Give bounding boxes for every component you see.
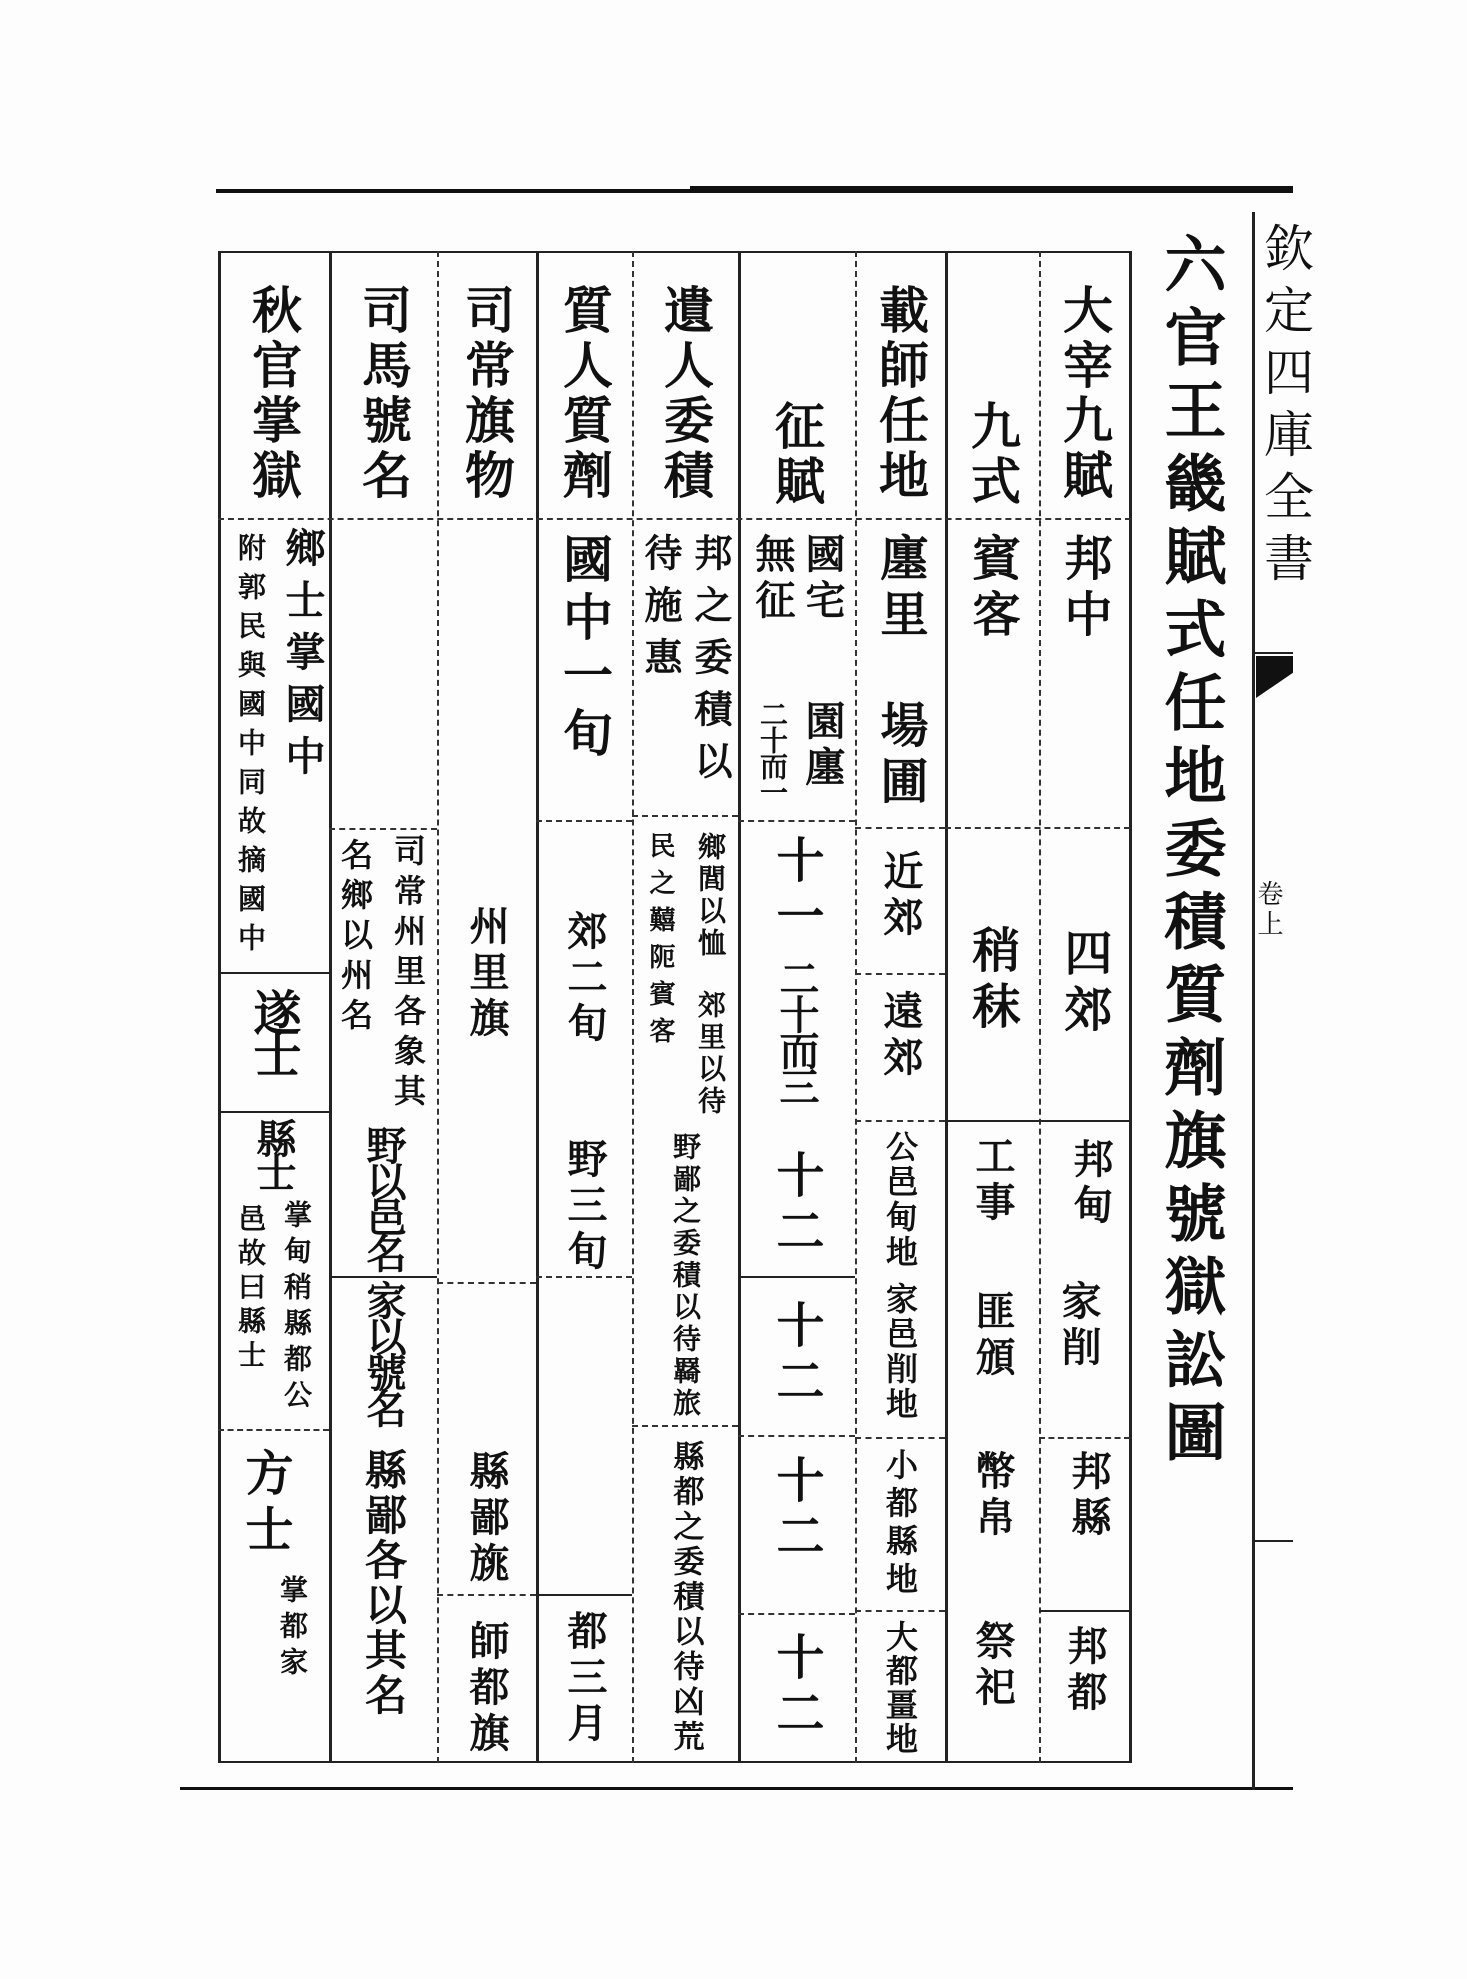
- cell-zhouli-qi: 州里旗: [463, 905, 510, 1043]
- cell-jia-yihao: 家以號名: [360, 1280, 407, 1424]
- cell-xianbi-zhao: 縣鄙旐: [463, 1450, 510, 1588]
- bottom-rule: [180, 1787, 1293, 1790]
- row-divider: [855, 1610, 945, 1612]
- cell-gongshi: 工事: [969, 1135, 1016, 1227]
- header-sima: 司馬號名: [354, 284, 413, 504]
- cell-dadu-jiangdi: 大都畺地: [881, 1620, 919, 1756]
- cell-xiaodu-xiandi: 小都縣地: [881, 1448, 919, 1600]
- cell-xianshi-note-2: 邑故曰縣士: [234, 1204, 267, 1374]
- row-divider: [945, 1120, 1130, 1122]
- volume-label: 卷上: [1253, 880, 1283, 940]
- cell-jiayi-xuedi: 家邑削地: [881, 1282, 919, 1422]
- cell-xianshi-note-1: 掌甸稍縣都公: [280, 1200, 313, 1416]
- cell-bang-weiji: 邦之委積以: [688, 533, 733, 793]
- header-divider: [218, 518, 1131, 520]
- cell-shier-3: 十二: [768, 1455, 824, 1567]
- cell-wuzheng: 無征: [749, 533, 796, 625]
- header-taizai: 大宰九賦: [1055, 284, 1114, 504]
- header-zaishi: 載師任地: [871, 284, 930, 504]
- cell-shidu-qi: 師都旗: [463, 1620, 510, 1758]
- row-divider: [329, 828, 437, 830]
- top-rule-thick: [690, 186, 1293, 192]
- cell-ye-sanxun: 野三旬: [561, 1138, 608, 1276]
- row-divider: [536, 1276, 632, 1278]
- header-jiushi: 九式: [963, 400, 1022, 510]
- cell-guozhai: 國宅: [799, 533, 846, 625]
- cell-xianbi-geyiqi: 縣鄙各以其名: [359, 1448, 408, 1718]
- cell-feiban: 匪頒: [969, 1290, 1016, 1382]
- cell-shier-4: 十二: [768, 1632, 824, 1744]
- cell-guozhong-yixun: 國中一旬: [555, 533, 614, 765]
- table-bottom: [218, 1761, 1131, 1763]
- row-divider: [738, 1276, 855, 1278]
- row-divider: [945, 827, 1130, 829]
- margin-line: [1252, 212, 1255, 1790]
- cell-dai-shihui: 待施惠: [638, 533, 683, 689]
- cell-bangdian: 邦甸: [1067, 1138, 1114, 1230]
- page-title: 六官王畿賦式任地委積質劑旗號獄訟圖: [1154, 232, 1227, 1473]
- header-zhengfu: 征賦: [767, 400, 826, 510]
- cell-min-jiane-binke: 民之囏阨賓客: [645, 832, 675, 1054]
- cell-suishi: 遂士: [245, 988, 301, 1072]
- header-sichang: 司常旗物: [457, 284, 516, 504]
- col-divider: [1039, 251, 1041, 1763]
- cell-du-sanyue: 都三月: [561, 1610, 608, 1748]
- cell-ershi-ersan: 二十而三: [773, 958, 820, 1102]
- cell-jisi: 祭祀: [969, 1620, 1016, 1712]
- cell-binke: 賓客: [964, 533, 1020, 645]
- row-divider: [738, 1435, 855, 1437]
- cell-fuguo-note: 附郭民與國中同故摘國中: [234, 533, 267, 962]
- row-divider: [536, 820, 632, 822]
- row-divider: [632, 815, 738, 817]
- cell-jiao-erxun: 郊二旬: [561, 910, 608, 1048]
- cell-fangshi: 方士: [237, 1448, 293, 1560]
- cell-bangdu: 邦都: [1061, 1625, 1108, 1717]
- cell-gongyi-diandi: 公邑甸地: [881, 1130, 919, 1270]
- row-divider: [329, 1276, 437, 1278]
- header-qiuguan: 秋官掌獄: [244, 284, 303, 504]
- col-divider: [632, 251, 634, 1763]
- header-yiren: 遺人委積: [656, 284, 715, 504]
- cell-xiang-yizhou: 名鄉以州名: [336, 838, 374, 1038]
- cell-bangxian: 邦縣: [1065, 1450, 1112, 1542]
- cell-changpu: 場圃: [872, 700, 928, 812]
- cell-xiangshi: 鄉士掌國中: [279, 527, 326, 787]
- row-divider: [437, 1282, 536, 1284]
- row-divider: [437, 1594, 536, 1596]
- col-divider: [945, 251, 948, 1763]
- volume-rule: [1254, 1540, 1293, 1542]
- cell-yuanjiao: 遠郊: [877, 990, 924, 1082]
- cell-sichang-zhouli: 司常州里各象其: [389, 834, 427, 1114]
- cell-fangshi-note: 掌都家: [276, 1575, 309, 1683]
- cell-xianglv-yixu: 鄉閭以恤: [694, 832, 727, 960]
- cell-yebi-weiji: 野鄙之委積以待羇旅: [669, 1132, 702, 1420]
- col-divider: [329, 251, 332, 1763]
- row-divider: [855, 973, 945, 975]
- row-divider: [1039, 1610, 1130, 1612]
- fishtail-rule: [1254, 652, 1293, 654]
- cell-shier-2: 十二: [768, 1300, 824, 1412]
- cell-shier-1: 十二: [768, 1150, 824, 1262]
- cell-bangzhong: 邦中: [1056, 533, 1112, 645]
- cell-jiaxue: 家削: [1055, 1280, 1102, 1372]
- row-divider: [218, 1429, 329, 1431]
- cell-ershi-eryi: 二十而一: [756, 700, 789, 804]
- cell-chanli: 廛里: [872, 533, 928, 645]
- table-top: [218, 251, 1131, 253]
- book-title: 欽定四庫全書: [1256, 222, 1314, 594]
- col-divider: [536, 251, 539, 1763]
- cell-ye-yiyi: 野以邑名: [360, 1125, 407, 1269]
- cell-shaomo: 稍秣: [964, 925, 1020, 1037]
- row-divider: [738, 820, 855, 822]
- row-divider: [218, 972, 329, 974]
- col-divider: [738, 251, 741, 1763]
- row-divider: [536, 1594, 632, 1596]
- row-divider: [1039, 1437, 1130, 1439]
- row-divider: [855, 1437, 945, 1439]
- table-right: [1129, 251, 1132, 1763]
- cell-xiandu-weiji: 縣都之委積以待凶荒: [667, 1440, 704, 1755]
- row-divider: [738, 1613, 855, 1615]
- fishtail-mark: [1256, 656, 1293, 698]
- cell-bibo: 幣帛: [969, 1450, 1016, 1542]
- col-divider: [437, 251, 439, 1763]
- row-divider: [218, 1111, 329, 1113]
- cell-sijiao: 四郊: [1056, 928, 1112, 1040]
- row-divider: [855, 827, 945, 829]
- row-divider: [632, 1425, 738, 1427]
- cell-yuanchan: 園廛: [799, 700, 846, 792]
- cell-jinjiao: 近郊: [877, 850, 924, 942]
- row-divider: [855, 1120, 945, 1122]
- col-divider: [855, 251, 857, 1763]
- cell-xianshi: 縣士: [250, 1118, 297, 1186]
- cell-shiyi: 十一: [768, 835, 824, 947]
- header-zhiren: 質人質劑: [555, 284, 614, 504]
- cell-jiaoli-yidai: 郊里以待: [694, 990, 727, 1118]
- table-left: [218, 251, 221, 1763]
